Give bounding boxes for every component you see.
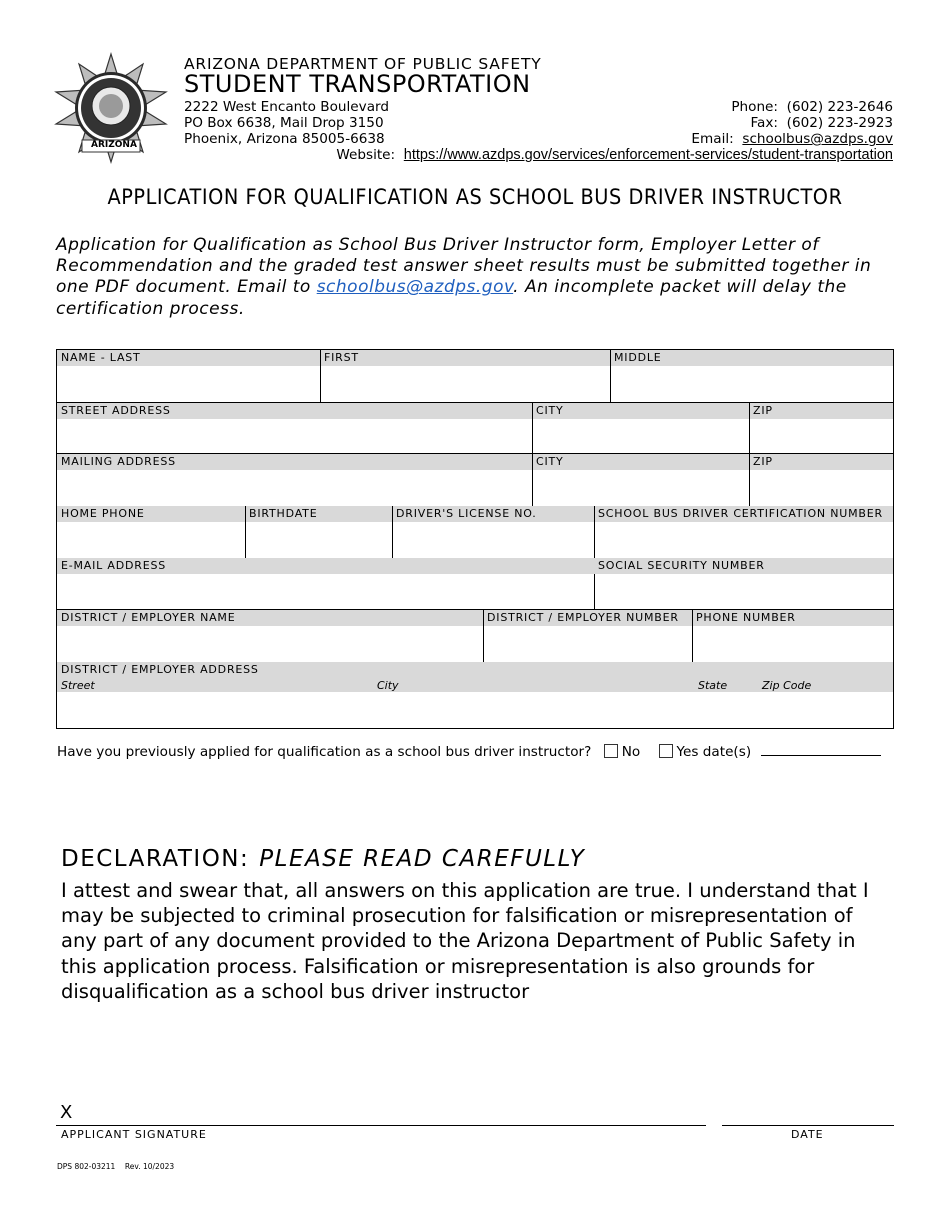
field-label: E-MAIL ADDRESS xyxy=(57,558,594,574)
employer-name-field[interactable] xyxy=(57,610,483,662)
field-label: CITY xyxy=(532,454,749,470)
field-label: DISTRICT / EMPLOYER NUMBER xyxy=(483,610,692,626)
declaration-heading xyxy=(61,846,585,872)
field-label: DISTRICT / EMPLOYER ADDRESS xyxy=(61,663,259,676)
address-line: PO Box 6638, Mail Drop 3150 xyxy=(184,115,384,131)
previous-application-question xyxy=(57,743,881,760)
drivers-license-field[interactable] xyxy=(392,506,594,558)
website-line xyxy=(336,147,893,163)
field-label: SOCIAL SECURITY NUMBER xyxy=(594,558,893,574)
zip-field[interactable] xyxy=(749,403,893,454)
declaration-text: I attest and swear that, all answers on this application are true. I understand that I may be subjected to criminal prosecution for falsification or misrepresentation of any part of any document provided to the Arizona Department of Public Safety in this application process. Falsification or misrepresentation is also grounds for disqualification as a school bus driver instructor xyxy=(61,879,869,1003)
zip-code-sublabel: Zip Code xyxy=(762,679,812,692)
certification-number-field[interactable] xyxy=(594,506,893,558)
middle-name-field[interactable] xyxy=(610,350,893,403)
yes-checkbox[interactable] xyxy=(659,744,673,758)
field-label: DISTRICT / EMPLOYER NAME xyxy=(57,610,483,626)
no-checkbox[interactable] xyxy=(604,744,618,758)
field-label: CITY xyxy=(532,403,749,419)
applicant-info-grid xyxy=(56,349,894,729)
field-label: DRIVER'S LICENSE NO. xyxy=(392,506,594,522)
website-link[interactable]: https://www.azdps.gov/services/enforcement-services/student-transportation xyxy=(403,147,893,163)
field-label: MAILING ADDRESS xyxy=(57,454,532,470)
field-label: HOME PHONE xyxy=(57,506,245,522)
email-field[interactable] xyxy=(57,558,594,610)
agency-name: ARIZONA DEPARTMENT OF PUBLIC SAFETY xyxy=(184,55,542,73)
first-name-field[interactable] xyxy=(320,350,610,403)
field-label: FIRST xyxy=(320,350,610,366)
field-label: SCHOOL BUS DRIVER CERTIFICATION NUMBER xyxy=(594,506,893,522)
intro-text-end: . An incomplete packet will delay the certification process. xyxy=(56,277,847,319)
dps-badge-logo xyxy=(52,52,170,164)
field-label: ZIP xyxy=(749,403,893,419)
phone-label: Phone: xyxy=(731,99,779,115)
field-label: STREET ADDRESS xyxy=(57,403,532,419)
mailing-address-block xyxy=(184,99,389,147)
field-label: ZIP xyxy=(749,454,893,470)
employer-number-field[interactable] xyxy=(483,610,692,662)
birthdate-field[interactable] xyxy=(245,506,392,558)
intro-instructions xyxy=(56,235,906,320)
no-label: No xyxy=(621,744,641,760)
signature-x-mark: X xyxy=(60,1102,73,1123)
street-address-field[interactable] xyxy=(57,403,532,454)
field-label: MIDDLE xyxy=(610,350,893,366)
employer-phone-field[interactable] xyxy=(692,610,893,662)
date-line[interactable] xyxy=(722,1125,894,1126)
form-title: APPLICATION FOR QUALIFICATION AS SCHOOL BUS DRIVER INSTRUCTOR xyxy=(107,185,843,209)
field-label: BIRTHDATE xyxy=(245,506,392,522)
intro-text: Application for Qualification as School Bus Driver Instructor form, Employer Letter of Recommendation and the graded test answer sheet results must be submitted together in one PDF document. Email to xyxy=(56,235,872,298)
email-link[interactable]: schoolbus@azdps.gov xyxy=(742,131,893,147)
home-phone-field[interactable] xyxy=(57,506,245,558)
ssn-field[interactable] xyxy=(594,558,893,610)
fax-label: Fax: xyxy=(750,115,779,131)
contact-block xyxy=(691,99,893,147)
phone-value: (602) 223-2646 xyxy=(786,99,893,115)
website-label: Website: xyxy=(336,147,396,163)
division-title: STUDENT TRANSPORTATION xyxy=(184,70,531,98)
intro-email-link[interactable]: schoolbus@azdps.gov xyxy=(316,277,514,298)
badge-text: ARIZONA xyxy=(91,140,137,150)
mailing-city-field[interactable] xyxy=(532,454,749,506)
declaration-title: DECLARATION: xyxy=(61,846,250,872)
signature-line[interactable] xyxy=(56,1125,706,1126)
fax-value: (602) 223-2923 xyxy=(786,115,893,131)
address-line: Phoenix, Arizona 85005-6638 xyxy=(184,131,385,147)
state-sublabel: State xyxy=(698,679,728,692)
city-field[interactable] xyxy=(532,403,749,454)
employer-address-field[interactable] xyxy=(57,662,893,728)
street-sublabel: Street xyxy=(61,679,95,692)
address-line: 2222 West Encanto Boulevard xyxy=(184,99,390,115)
mailing-address-field[interactable] xyxy=(57,454,532,506)
field-label: PHONE NUMBER xyxy=(692,610,893,626)
form-number: DPS 802-03211 Rev. 10/2023 xyxy=(57,1162,175,1171)
city-sublabel: City xyxy=(377,679,399,692)
question-text: Have you previously applied for qualification as a school bus driver instructor? xyxy=(57,744,592,760)
declaration-emphasis: PLEASE READ CAREFULLY xyxy=(259,846,586,872)
yes-label: Yes date(s) xyxy=(676,744,752,760)
yes-dates-input[interactable] xyxy=(761,743,881,756)
signature-label: APPLICANT SIGNATURE xyxy=(61,1128,207,1141)
date-label: DATE xyxy=(791,1128,824,1141)
name-last-field[interactable] xyxy=(57,350,320,403)
mailing-zip-field[interactable] xyxy=(749,454,893,506)
field-label: NAME - LAST xyxy=(57,350,320,366)
email-label: Email: xyxy=(691,131,734,147)
